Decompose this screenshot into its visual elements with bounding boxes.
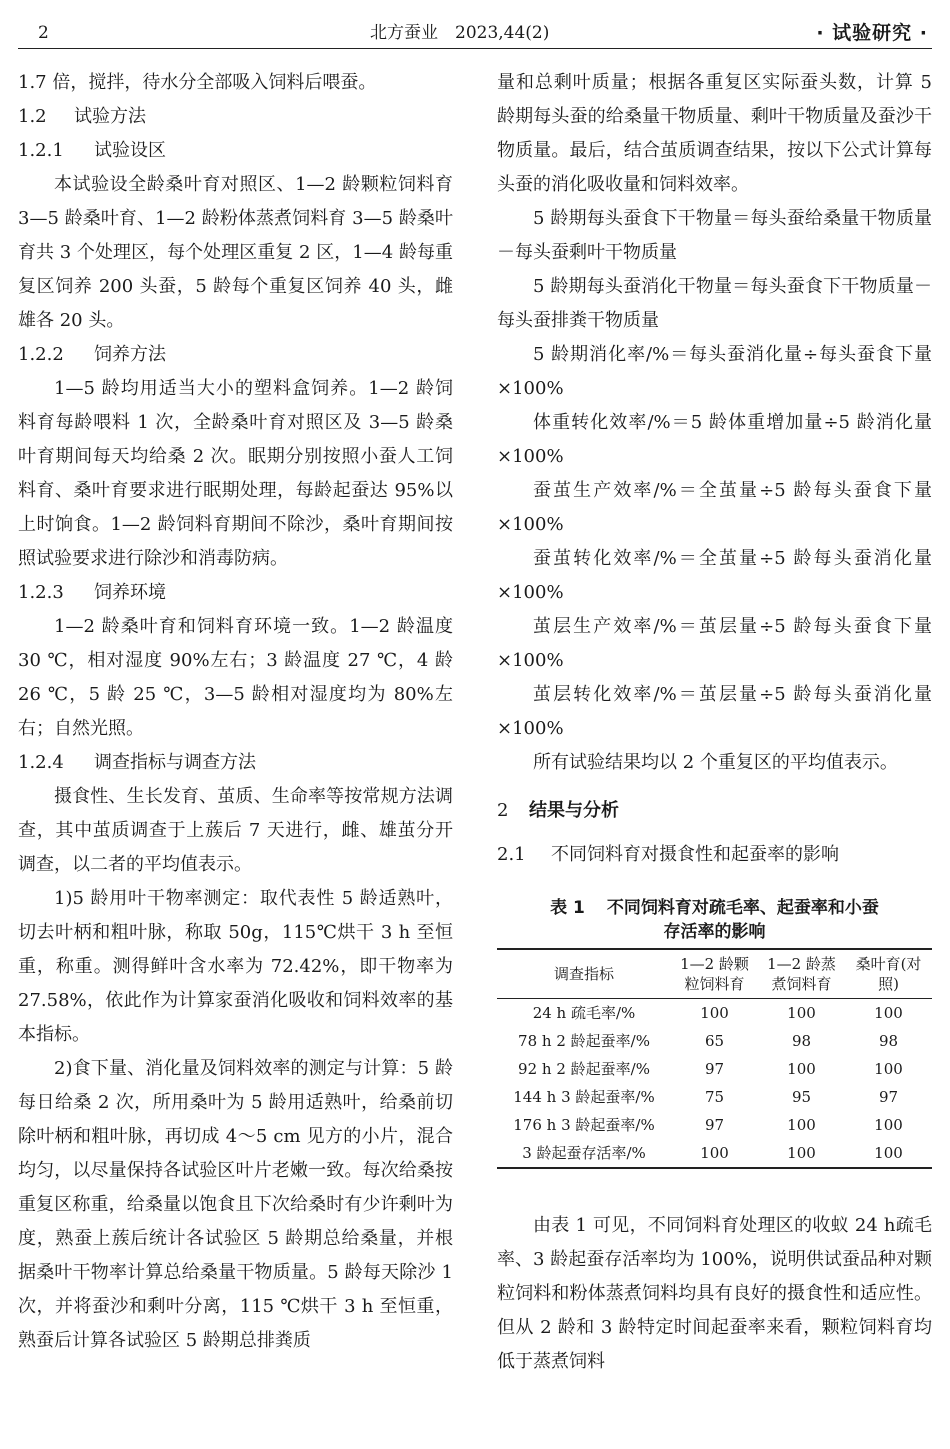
journal-info: 北方蚕业 2023,44(2)	[370, 23, 550, 43]
section-heading-1-2-2	[18, 338, 453, 372]
formula: 体重转化效率/%＝5 龄体重增加量÷5 龄消化量×100%	[497, 412, 932, 467]
section-title: 调查指标与调查方法	[94, 752, 256, 773]
page-number: 2	[38, 23, 49, 43]
section-title: 结果与分析	[529, 800, 619, 821]
table-cell: 100	[787, 1060, 816, 1078]
page-header	[0, 0, 950, 56]
section-heading-2	[497, 796, 932, 826]
table-cell: 97	[878, 1088, 899, 1106]
table-cell: 100	[874, 1060, 903, 1078]
table-cell: 98	[791, 1032, 812, 1050]
formula: 5 龄期每头蚕食下干物量＝每头蚕给桑量干物质量－每头蚕剩叶干物质量	[497, 208, 932, 263]
data-table	[497, 948, 932, 1169]
paragraph: 量和总剩叶质量；根据各重复区实际蚕头数，计算 5 龄期每头蚕的给桑量干物质量、剩叶干物质量及蚕沙干物质量。最后，结合茧质调查结果，按以下公式计算每头蚕的消化吸收量和饲料效率。	[497, 72, 932, 195]
table-number: 表 1	[550, 898, 585, 918]
section-heading-1-2-3	[18, 576, 453, 610]
table-cell: 3 龄起蚕存活率/%	[522, 1144, 646, 1162]
table-cell: 97	[704, 1060, 725, 1078]
table-cell: 97	[704, 1116, 725, 1134]
section-title: 饲养方法	[94, 344, 166, 365]
paragraph: 由表 1 可见，不同饲料育处理区的收蚁 24 h疏毛率、3 龄起蚕存活率均为 100%，说明供试蚕品种对颗粒饲料和粉体蒸煮饲料均具有良好的摄食性和适应性。但从 2 龄和 3 龄特定时间起蚕率来看，颗粒饲料育均低于蒸煮饲料	[497, 1215, 932, 1372]
section-heading-1-2-4	[18, 746, 453, 780]
header-rule	[18, 48, 932, 49]
table-title: 不同饲料育对疏毛率、起蚕率和小蚕	[606, 898, 879, 918]
section-number: 1.2	[18, 106, 47, 127]
table-cell: 75	[704, 1088, 725, 1106]
paragraph: 所有试验结果均以 2 个重复区的平均值表示。	[533, 752, 898, 773]
right-column	[497, 66, 932, 1379]
paragraph: 1—2 龄桑叶育和饲料育环境一致。1—2 龄温度 30 ℃，相对湿度 90%左右；3 龄温度 27 ℃，4 龄 26 ℃，5 龄 25 ℃，3—5 龄相对湿度均为 80%左右；自然光照。	[18, 616, 453, 739]
table-cell: 98	[878, 1032, 899, 1050]
table-cell: 100	[700, 1004, 729, 1022]
formula: 5 龄期每头蚕消化干物量＝每头蚕食下干物质量－每头蚕排粪干物质量	[497, 276, 932, 331]
formula: 茧层生产效率/%＝茧层量÷5 龄每头蚕食下量×100%	[497, 616, 932, 671]
table-cell: 92 h 2 龄起蚕率/%	[518, 1060, 650, 1078]
section-title: 饲养环境	[94, 582, 166, 603]
section-number: 1.2.2	[18, 344, 64, 365]
formula: 蚕茧生产效率/%＝全茧量÷5 龄每头蚕食下量×100%	[497, 480, 932, 535]
table-cell: 100	[874, 1116, 903, 1134]
table-cell: 100	[787, 1004, 816, 1022]
paragraph: 摄食性、生长发育、茧质、生命率等按常规方法调查，其中茧质调查于上蔟后 7 天进行，雌、雄茧分开调查，以二者的平均值表示。	[18, 786, 453, 875]
table-row	[497, 1139, 932, 1168]
column-header: 1—2 龄蒸煮饲料育	[767, 955, 836, 993]
formula: 蚕茧转化效率/%＝全茧量÷5 龄每头蚕消化量×100%	[497, 548, 932, 603]
section-label: · 试验研究 ·	[816, 22, 928, 44]
table-row	[497, 1111, 932, 1139]
table-cell: 95	[791, 1088, 812, 1106]
paragraph: 1)5 龄用叶干物率测定：取代表性 5 龄适熟叶，切去叶柄和粗叶脉，称取 50g，115℃烘干 3 h 至恒重，称重。测得鲜叶含水率为 72.42%，即干物率为 27.58%，依此作为计算家蚕消化吸收和饲料效率的基本指标。	[18, 888, 453, 1045]
formula: 茧层转化效率/%＝茧层量÷5 龄每头蚕消化量×100%	[497, 684, 932, 739]
table-caption-line: 存活率的影响	[663, 922, 766, 942]
table-cell: 100	[787, 1116, 816, 1134]
section-number: 2	[497, 800, 509, 821]
section-heading-1-2-1	[18, 134, 453, 168]
table-cell: 100	[874, 1004, 903, 1022]
table-row	[497, 1055, 932, 1083]
section-number: 1.2.1	[18, 140, 64, 161]
paragraph: 1.7 倍，搅拌，待水分全部吸入饲料后喂蚕。	[18, 72, 377, 93]
table-cell: 100	[787, 1144, 816, 1162]
table-cell: 100	[874, 1144, 903, 1162]
table-row	[497, 1027, 932, 1055]
table-cell: 24 h 疏毛率/%	[532, 1004, 636, 1022]
table-caption	[497, 896, 932, 944]
section-title: 试验设区	[94, 140, 166, 161]
paragraph: 本试验设全龄桑叶育对照区、1—2 龄颗粒饲料育 3—5 龄桑叶育、1—2 龄粉体蒸煮饲料育 3—5 龄桑叶育共 3 个处理区，每个处理区重复 2 区，1—4 龄每重复区饲养 200 头蚕，5 龄每个重复区饲养 40 头，雌雄各 20 头。	[18, 174, 453, 331]
section-heading-1-2	[18, 100, 453, 134]
table-header-row	[497, 949, 932, 999]
section-heading-2-1	[497, 840, 932, 870]
table-row	[497, 999, 932, 1028]
section-number: 2.1	[497, 844, 526, 865]
table-caption-line	[497, 896, 932, 920]
section-title: 试验方法	[74, 106, 146, 127]
section-number: 1.2.3	[18, 582, 64, 603]
table-cell: 78 h 2 龄起蚕率/%	[518, 1032, 650, 1050]
paragraph: 1—5 龄均用适当大小的塑料盒饲养。1—2 龄饲料育每龄喂料 1 次，全龄桑叶育对照区及 3—5 龄桑叶育期间每天均给桑 2 次。眠期分别按照小蚕人工饲料育、桑叶育要求进行眠期处理，每龄起蚕达 95%以上时饷食。1—2 龄饲料育期间不除沙，桑叶育期间按照试验要求进行除沙和消毒防病。	[18, 378, 453, 569]
column-header: 桑叶育(对照)	[855, 955, 922, 993]
table-cell: 144 h 3 龄起蚕率/%	[513, 1088, 655, 1106]
section-title: 不同饲料育对摄食性和起蚕率的影响	[551, 844, 839, 865]
formula: 5 龄期消化率/%＝每头蚕消化量÷每头蚕食下量×100%	[497, 344, 932, 399]
table-row	[497, 1083, 932, 1111]
table-cell: 100	[700, 1144, 729, 1162]
section-number: 1.2.4	[18, 752, 64, 773]
column-header: 调查指标	[553, 965, 614, 983]
left-column	[18, 66, 453, 1358]
table-cell: 65	[704, 1032, 725, 1050]
column-header: 1—2 龄颗粒饲料育	[680, 955, 749, 993]
paragraph: 2)食下量、消化量及饲料效率的测定与计算：5 龄每日给桑 2 次，所用桑叶为 5 龄用适熟叶，给桑前切除叶柄和粗叶脉，再切成 4～5 cm 见方的小片，混合均匀，以尽量保持各试验区叶片老嫩一致。每次给桑按重复区称重，给桑量以饱食且下次给桑时有少许剩叶为度，熟蚕上蔟后统计各试验区 5 龄期总给桑量，并根据桑叶干物率计算总给桑量干物质量。5 龄每天除沙 1 次，并将蚕沙和剩叶分离，115 ℃烘干 3 h 至恒重，熟蚕后计算各试验区 5 龄期总排粪质	[18, 1058, 453, 1351]
table-cell: 176 h 3 龄起蚕率/%	[513, 1116, 655, 1134]
